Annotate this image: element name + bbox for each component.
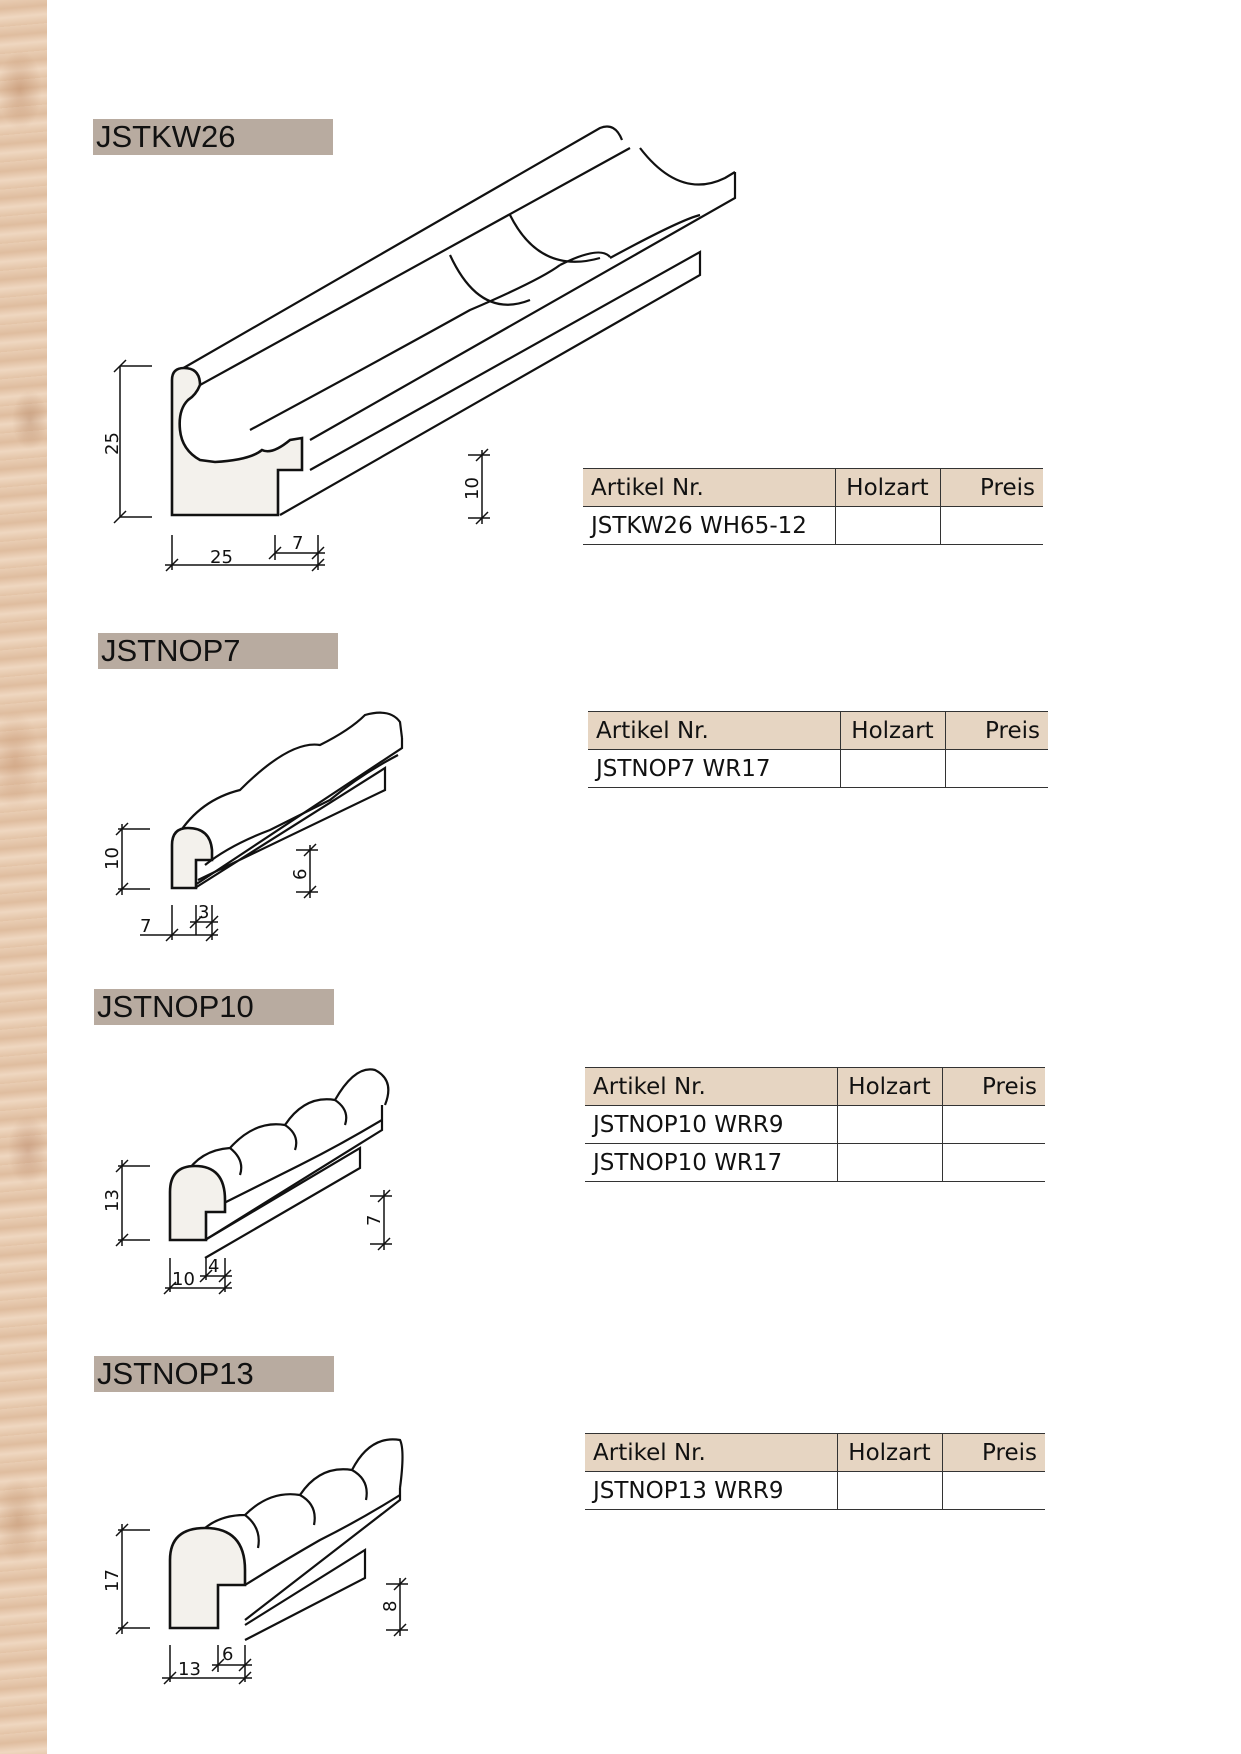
dim-depth: 8 — [380, 1600, 401, 1612]
cell-holzart — [837, 1106, 942, 1144]
article-table-jstnop10 — [585, 1067, 1045, 1182]
cell-preis — [942, 1106, 1045, 1144]
cell-artikel: JSTNOP10 WR17 — [585, 1144, 837, 1182]
section-title-jstnop10: JSTNOP10 — [94, 989, 334, 1025]
table-header-row — [585, 1068, 1045, 1106]
dim-lip: 4 — [208, 1256, 220, 1277]
article-table-jstnop13 — [585, 1433, 1045, 1510]
cell-holzart — [840, 750, 945, 788]
cell-artikel: JSTNOP10 WRR9 — [585, 1106, 837, 1144]
dim-width: 13 — [178, 1659, 201, 1680]
dim-depth: 6 — [290, 868, 311, 880]
cell-holzart — [837, 1144, 942, 1182]
dim-lip: 7 — [292, 533, 304, 554]
cell-artikel: JSTKW26 WH65-12 — [583, 507, 835, 545]
header-preis: Preis — [942, 1068, 1045, 1106]
table-row — [585, 1144, 1045, 1182]
header-artikel: Artikel Nr. — [585, 1434, 837, 1472]
table-row — [583, 507, 1043, 545]
cell-preis — [942, 1472, 1045, 1510]
dim-width: 10 — [172, 1269, 195, 1290]
profile-drawing-jstnop13 — [90, 1420, 420, 1690]
section-title-jstnop13: JSTNOP13 — [94, 1356, 334, 1392]
cell-artikel: JSTNOP13 WRR9 — [585, 1472, 837, 1510]
dim-depth: 7 — [364, 1214, 385, 1226]
article-table-jstnop7 — [588, 711, 1048, 788]
header-holzart: Holzart — [837, 1434, 942, 1472]
table-row — [585, 1472, 1045, 1510]
dim-lip: 6 — [222, 1644, 234, 1665]
cell-artikel: JSTNOP7 WR17 — [588, 750, 840, 788]
dim-lip: 3 — [198, 902, 210, 923]
cell-preis — [942, 1144, 1045, 1182]
dim-height: 13 — [102, 1189, 123, 1212]
header-holzart: Holzart — [840, 712, 945, 750]
table-header-row — [588, 712, 1048, 750]
header-artikel: Artikel Nr. — [585, 1068, 837, 1106]
profile-drawing-jstnop7 — [90, 700, 440, 950]
section-title-jstkw26: JSTKW26 — [93, 119, 333, 155]
cell-holzart — [835, 507, 940, 545]
table-header-row — [583, 469, 1043, 507]
dim-height: 17 — [102, 1569, 123, 1592]
dim-width: 25 — [210, 547, 233, 568]
dim-height: 10 — [102, 847, 123, 870]
table-row — [588, 750, 1048, 788]
article-table-jstkw26 — [583, 468, 1043, 545]
header-holzart: Holzart — [835, 469, 940, 507]
section-title-jstnop7: JSTNOP7 — [98, 633, 338, 669]
dim-width: 7 — [140, 916, 152, 937]
dim-height: 25 — [102, 432, 123, 455]
header-artikel: Artikel Nr. — [583, 469, 835, 507]
table-row — [585, 1106, 1045, 1144]
header-preis: Preis — [945, 712, 1048, 750]
header-preis: Preis — [942, 1434, 1045, 1472]
header-preis: Preis — [940, 469, 1043, 507]
cell-preis — [945, 750, 1048, 788]
cell-preis — [940, 507, 1043, 545]
profile-drawing-jstnop10 — [90, 1060, 410, 1310]
cell-holzart — [837, 1472, 942, 1510]
table-header-row — [585, 1434, 1045, 1472]
dim-depth: 10 — [462, 477, 483, 500]
header-artikel: Artikel Nr. — [588, 712, 840, 750]
header-holzart: Holzart — [837, 1068, 942, 1106]
wood-texture-strip — [0, 0, 47, 1754]
